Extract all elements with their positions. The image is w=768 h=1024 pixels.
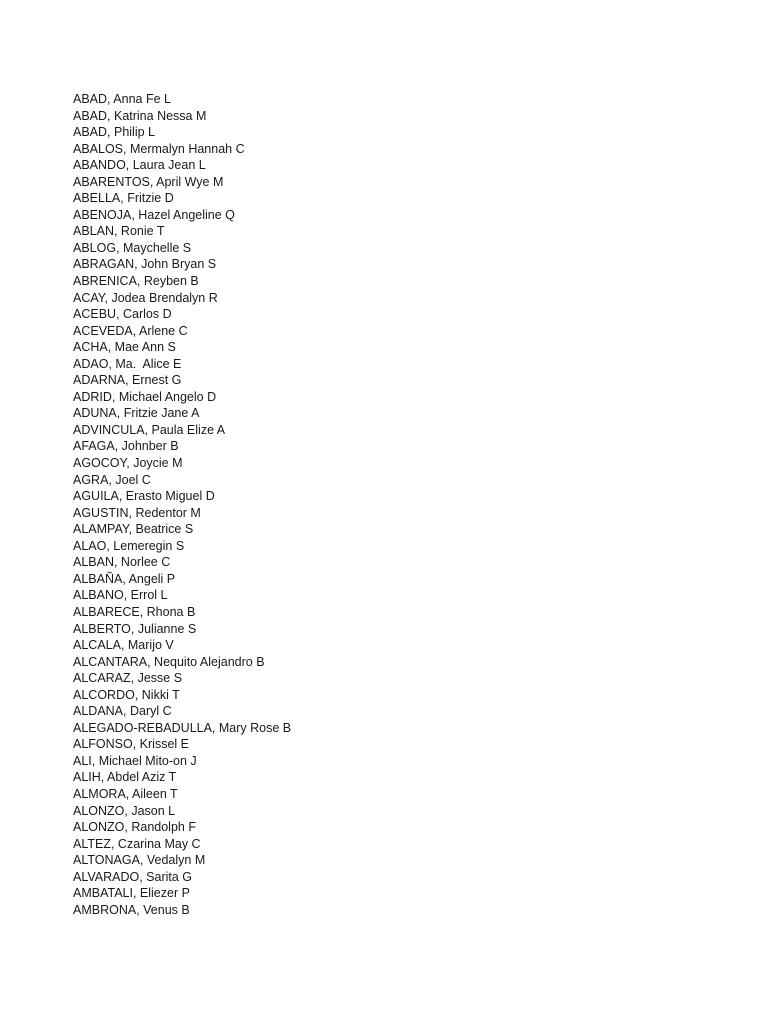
list-item: AMBATALI, Eliezer P	[73, 886, 190, 901]
list-item: ADUNA, Fritzie Jane A	[73, 406, 200, 421]
list-item: AFAGA, Johnber B	[73, 439, 179, 454]
list-item: ADRID, Michael Angelo D	[73, 389, 217, 404]
list-item: ALDANA, Daryl C	[73, 704, 172, 719]
list-item: ALAMPAY, Beatrice S	[73, 522, 194, 537]
list-item: ALCARAZ, Jesse S	[73, 671, 183, 686]
list-item: AGUSTIN, Redentor M	[73, 505, 201, 520]
list-item: ALBAN, Norlee C	[73, 555, 171, 570]
list-item: ABRENICA, Reyben B	[73, 274, 199, 289]
list-item: ALCALA, Marijo V	[73, 638, 174, 653]
list-item: ALEGADO-REBADULLA, Mary Rose B	[73, 720, 292, 735]
list-item: ALCORDO, Nikki T	[73, 687, 180, 702]
list-item: AMBRONA, Venus B	[73, 902, 190, 917]
list-item: ACAY, Jodea Brendalyn R	[73, 290, 218, 305]
list-item: ALAO, Lemeregin S	[73, 538, 185, 553]
list-item: ALBANO, Errol L	[73, 588, 168, 603]
list-item: ALBERTO, Julianne S	[73, 621, 197, 636]
list-item: ALMORA, Aileen T	[73, 786, 178, 801]
list-item: ABRAGAN, John Bryan S	[73, 257, 217, 272]
list-item: ALIH, Abdel Aziz T	[73, 770, 177, 785]
list-item: ABARENTOS, April Wye M	[73, 174, 224, 189]
list-item: ABAD, Anna Fe L	[73, 92, 171, 106]
list-item: ALTONAGA, Vedalyn M	[73, 853, 206, 868]
list-item: ALI, Michael Mito-on J	[73, 753, 197, 768]
list-item: ALBAÑA, Angeli P	[73, 571, 176, 586]
list-item: ADVINCULA, Paula Elize A	[73, 422, 226, 437]
list-item: ABELLA, Fritzie D	[73, 191, 174, 206]
list-item: ABLOG, Maychelle S	[73, 240, 192, 255]
list-item: ALVARADO, Sarita G	[73, 869, 193, 884]
list-item: ACEVEDA, Arlene C	[73, 323, 188, 338]
list-item: ALTEZ, Czarina May C	[73, 836, 201, 851]
list-item: ABANDO, Laura Jean L	[73, 158, 206, 173]
list-item: ADAO, Ma. Alice E	[73, 356, 182, 371]
list-item: AGOCOY, Joycie M	[73, 456, 183, 471]
list-item: ABAD, Katrina Nessa M	[73, 108, 207, 123]
list-item: ABLAN, Ronie T	[73, 224, 165, 239]
list-item: ALBARECE, Rhona B	[73, 604, 196, 619]
list-item: ALONZO, Randolph F	[73, 820, 196, 835]
list-item: ABALOS, Mermalyn Hannah C	[73, 141, 245, 156]
list-item: ABAD, Philip L	[73, 125, 155, 140]
list-item: ALONZO, Jason L	[73, 803, 176, 818]
list-item: AGRA, Joel C	[73, 472, 151, 487]
list-item: ALFONSO, Krissel E	[73, 737, 189, 752]
list-item: ALCANTARA, Nequito Alejandro B	[73, 654, 265, 669]
list-item: ADARNA, Ernest G	[73, 373, 182, 388]
list-item: AGUILA, Erasto Miguel D	[73, 489, 215, 504]
list-item: ACHA, Mae Ann S	[73, 340, 176, 355]
name-list	[73, 91, 291, 918]
list-item: ACEBU, Carlos D	[73, 307, 172, 322]
list-item: ABENOJA, Hazel Angeline Q	[73, 207, 235, 222]
